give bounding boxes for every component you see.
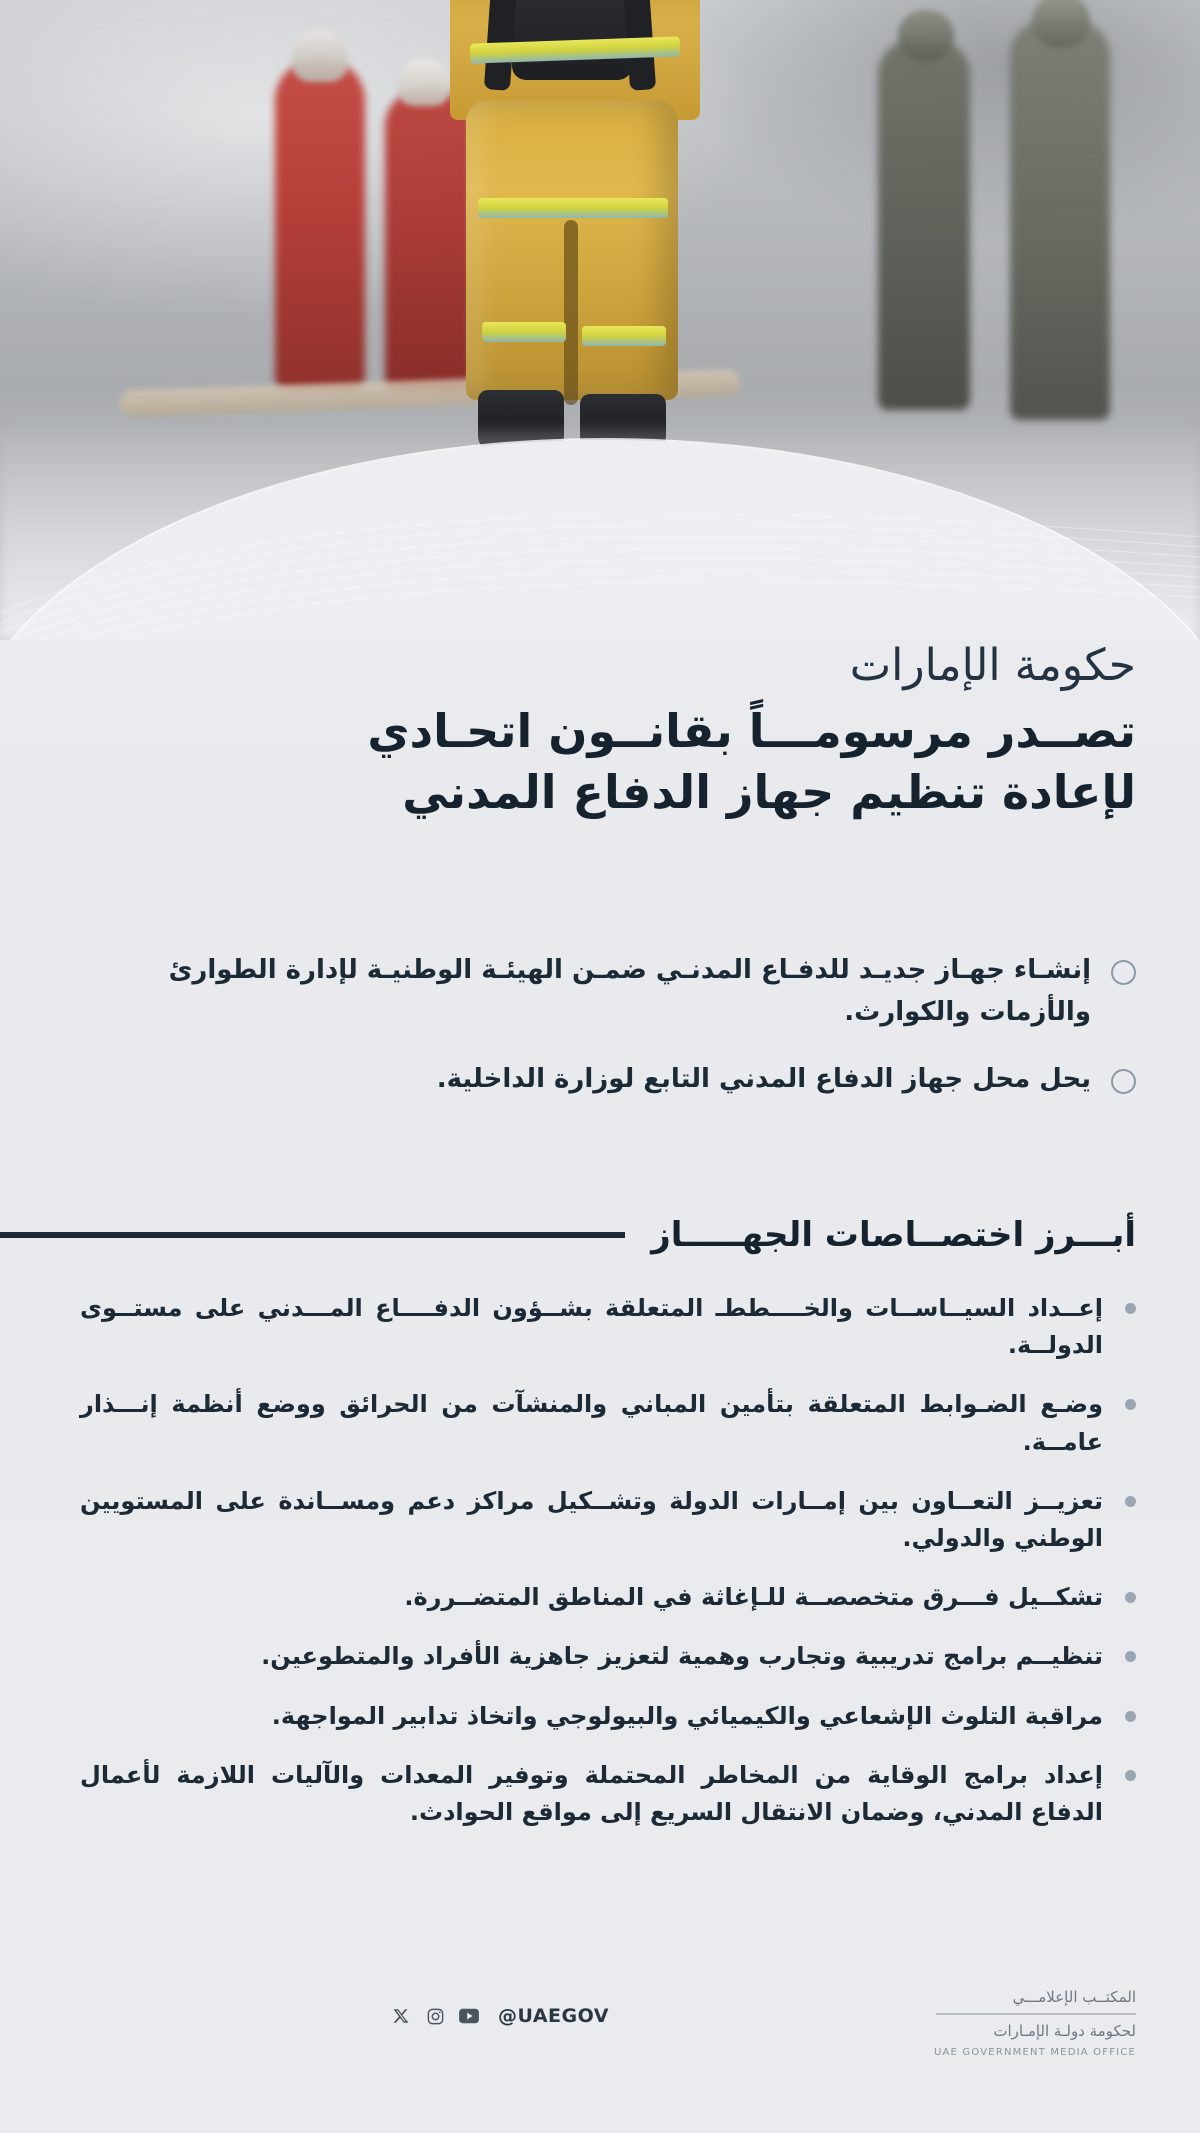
logo-divider <box>936 2013 1136 2015</box>
logo-arabic-line-2: لحكومة دولـة الإمـارات <box>993 2022 1136 2041</box>
competency-text: تعزيــز التعــاون بين إمــارات الدولة وتشــكيل مراكز دعم ومســاندة على المستويين الوطني والدولي. <box>80 1486 1103 1552</box>
logo-arabic-line-1: المكتــب الإعلامـــي <box>1012 1988 1136 2006</box>
dot-bullet-icon <box>1125 1711 1136 1722</box>
dot-bullet-icon <box>1125 1592 1136 1603</box>
logo-english-line: UAE GOVERNMENT MEDIA OFFICE <box>933 2046 1136 2058</box>
background-figure-dark-2 <box>1010 20 1110 420</box>
key-point-text: إنشـاء جهـاز جديـد للدفـاع المدنـي ضمـن الهيئـة الوطنيـة لإدارة الطوارئ والأزمات والكوارث. <box>168 955 1091 1027</box>
firefighter-leg-split <box>564 220 578 405</box>
background-firefighter-red-1 <box>275 60 365 390</box>
background-figure-dark-1-head <box>898 10 954 62</box>
reflective-stripe-3 <box>482 322 566 342</box>
list-item <box>80 1290 1136 1364</box>
media-office-logo <box>934 1987 1136 2059</box>
key-point-text: يحل محل جهاز الدفاع المدني التابع لوزارة الداخلية. <box>436 1064 1091 1095</box>
list-item <box>80 1698 1136 1735</box>
competency-text: إعداد برامج الوقاية من المخاطر المحتملة وتوفير المعدات والآليات اللازمة لأعمال الدفاع المدني، وضمان الانتقال السريع إلى مواقع الحوادث. <box>80 1760 1103 1826</box>
dot-bullet-icon <box>1125 1770 1136 1781</box>
list-item <box>80 1757 1136 1831</box>
youtube-icon[interactable] <box>458 2005 480 2027</box>
instagram-icon[interactable] <box>424 2005 446 2027</box>
page-title <box>64 640 1136 822</box>
social-handle[interactable]: @UAEGOV <box>498 2005 609 2027</box>
x-icon[interactable] <box>390 2005 412 2027</box>
competency-text: مراقبة التلوث الإشعاعي والكيميائي والبيولوجي واتخاذ تدابير المواجهة. <box>271 1701 1103 1730</box>
foreground-firefighter <box>430 0 720 490</box>
section-header <box>0 1215 1200 1255</box>
background-figure-dark-2-head <box>1032 0 1090 48</box>
section-rule <box>0 1232 625 1238</box>
title-line-1: حكومة الإمارات <box>849 640 1136 691</box>
circle-bullet-icon <box>1111 960 1136 985</box>
dot-bullet-icon <box>1125 1303 1136 1314</box>
list-item <box>80 1386 1136 1460</box>
competency-text: وضـع الضـوابط المتعلقة بتأمين المباني والمنشآت من الحرائق ووضع أنظمة إنـــذار عامــة. <box>80 1390 1103 1456</box>
background-firefighter-red-1-helmet <box>292 30 348 82</box>
competency-text: تنظيــم برامج تدريبية وتجارب وهمية لتعزيز جاهزية الأفراد والمتطوعين. <box>261 1642 1103 1671</box>
social-links <box>390 2005 609 2027</box>
dot-bullet-icon <box>1125 1651 1136 1662</box>
list-item <box>80 1483 1136 1557</box>
competency-text: تشكــيل فـــرق متخصصــة للـإغاثة في المناطق المتضــررة. <box>404 1583 1103 1612</box>
competency-text: إعــداد السيــاســات والخــــططـ المتعلقة بشــؤون الدفــــاع المـــدني على مستــوى الدولــة. <box>80 1294 1103 1360</box>
section-heading-text: أبـــرز اختصــاصات الجهـــــاز <box>651 1215 1136 1255</box>
dot-bullet-icon <box>1125 1399 1136 1410</box>
list-item <box>80 1059 1136 1101</box>
key-points-list <box>80 950 1136 1127</box>
decorative-swoosh-lines <box>0 480 1200 640</box>
circle-bullet-icon <box>1111 1069 1136 1094</box>
list-item <box>80 950 1136 1033</box>
hero-image <box>0 0 1200 640</box>
list-item <box>80 1638 1136 1675</box>
list-item <box>80 1579 1136 1616</box>
title-line-3: لإعادة تنظيم جهاز الدفاع المدني <box>402 764 1136 819</box>
competencies-list <box>80 1290 1136 1853</box>
dot-bullet-icon <box>1125 1496 1136 1507</box>
background-figure-dark-1 <box>878 40 970 410</box>
title-line-2: تصــدر مرسومـــاً بقانــون اتحـادي <box>367 704 1136 758</box>
reflective-stripe-2 <box>478 198 668 218</box>
reflective-stripe-4 <box>582 326 666 346</box>
footer <box>0 1987 1200 2077</box>
